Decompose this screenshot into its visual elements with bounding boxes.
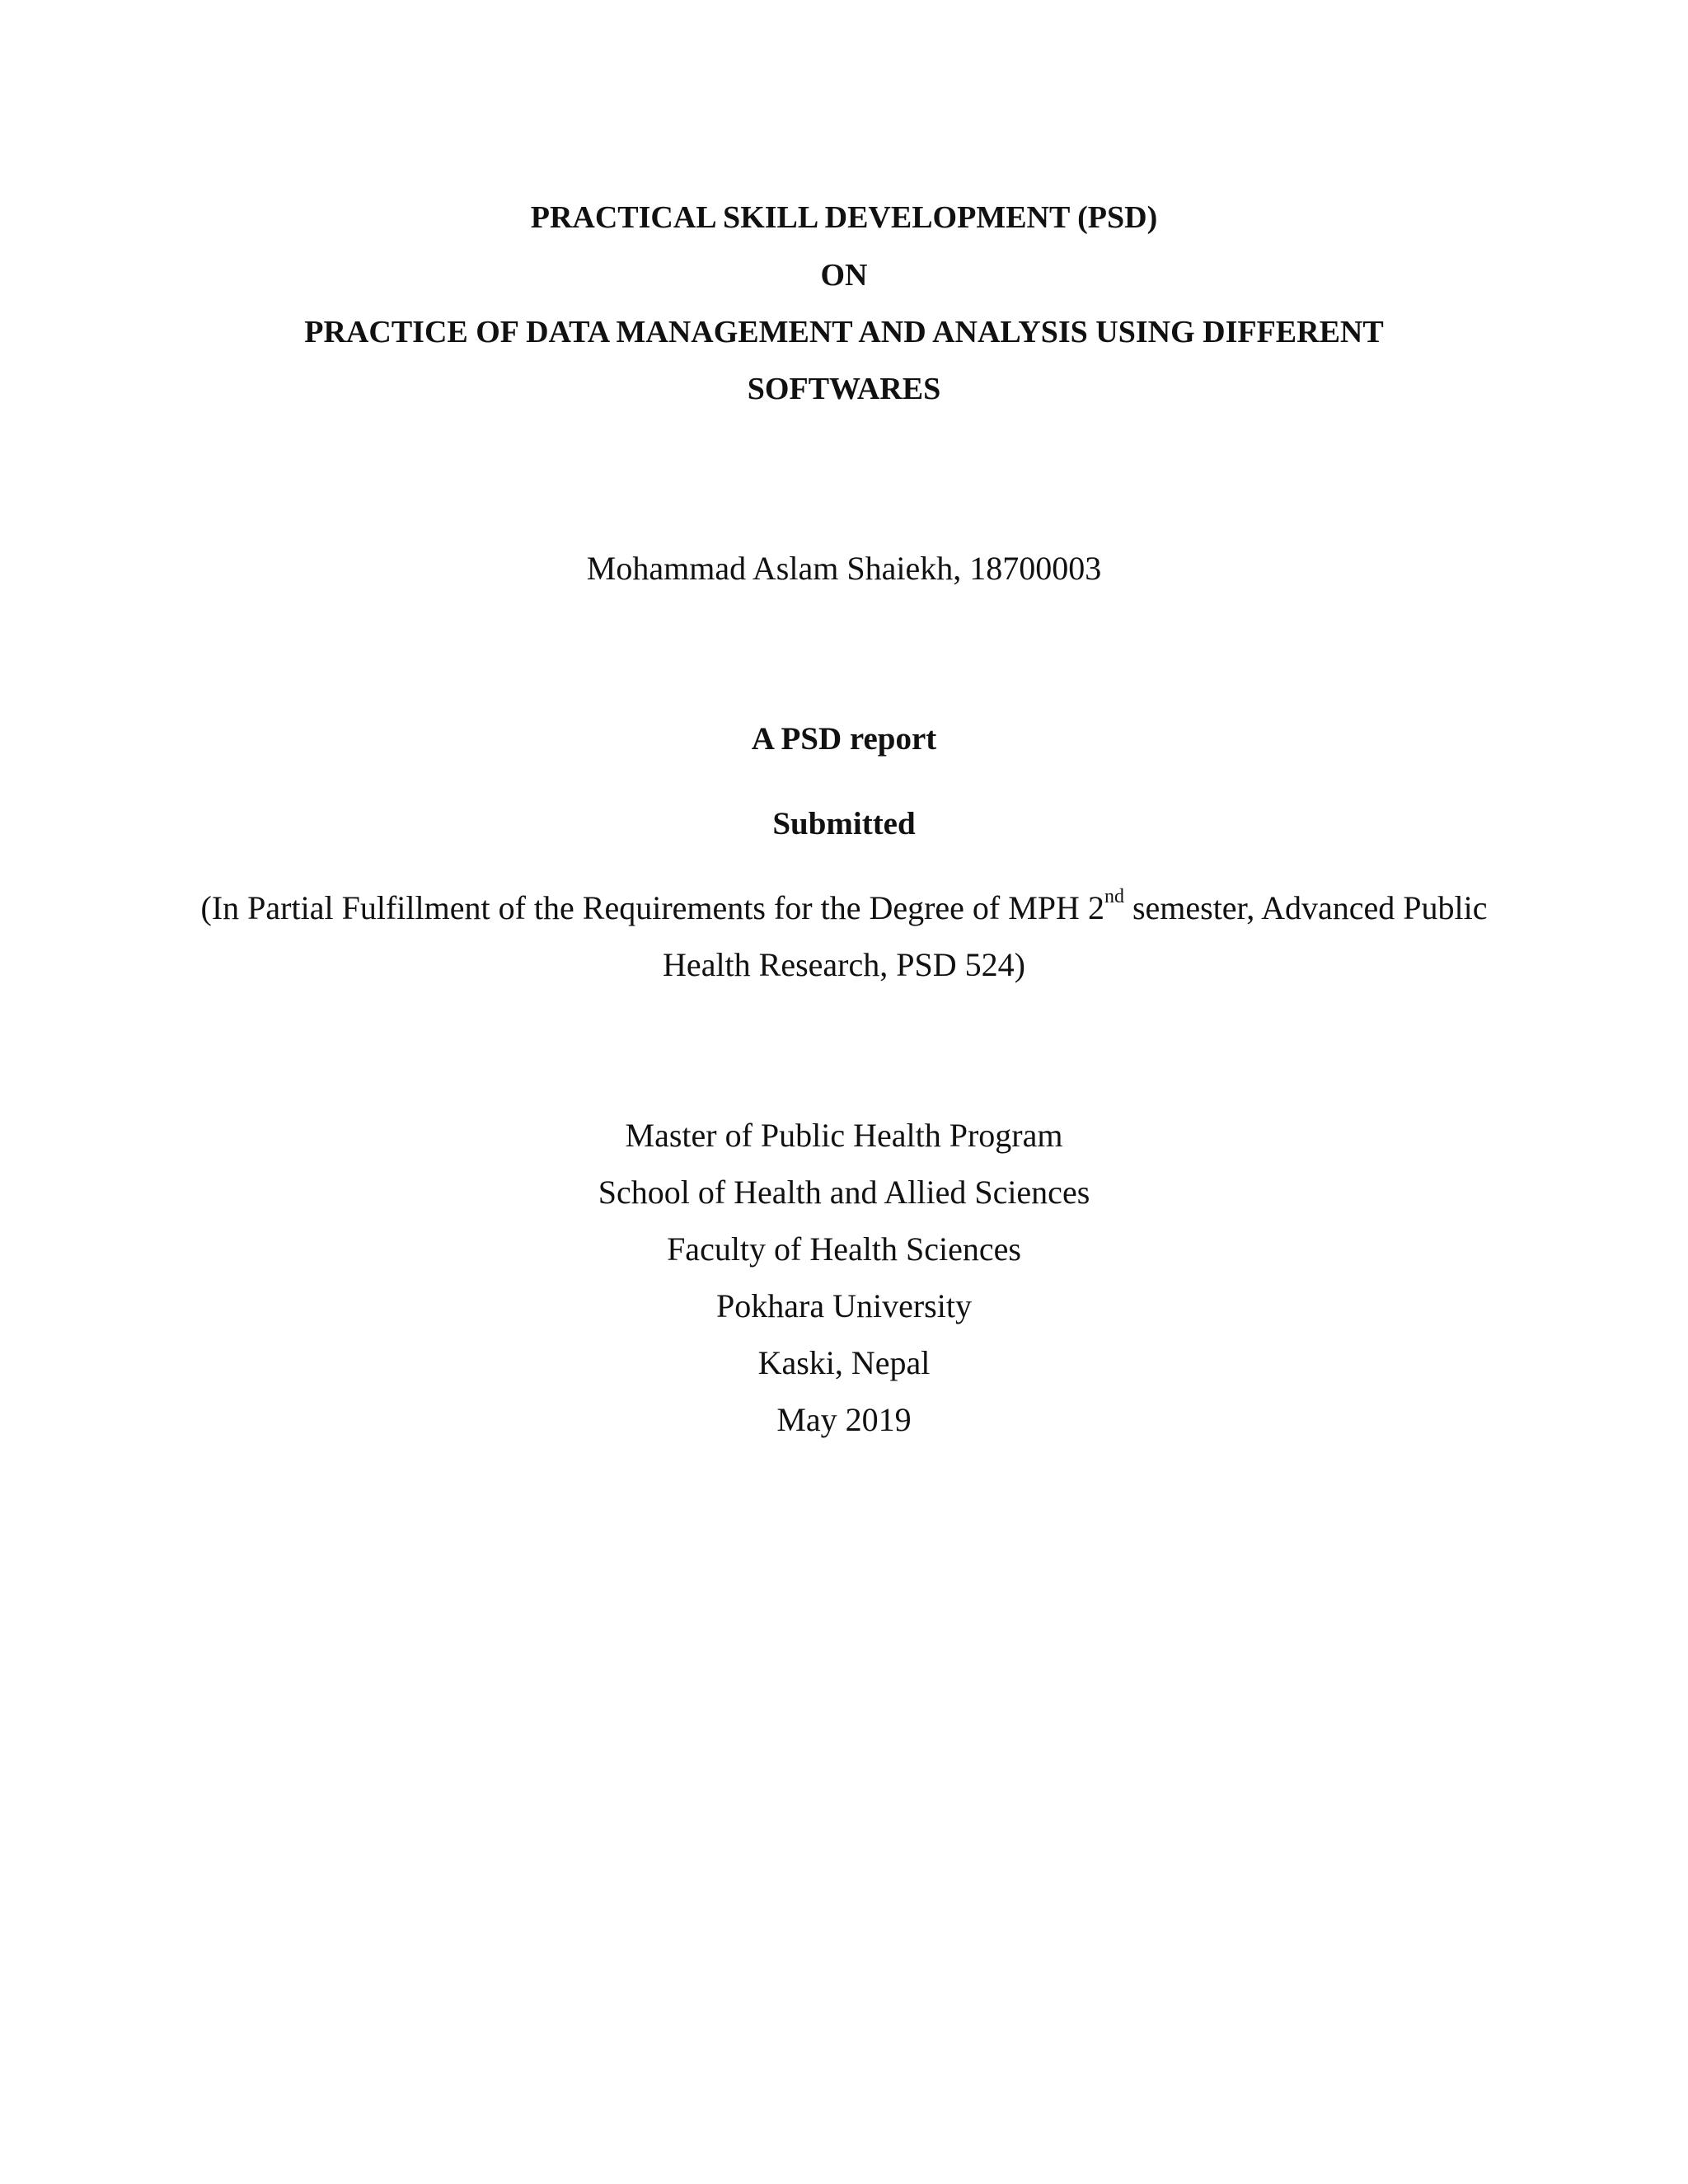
title-line-4: SOFTWARES (747, 372, 941, 406)
location-line: Kaski, Nepal (757, 1344, 931, 1381)
ordinal-suffix: nd (1104, 886, 1124, 907)
title-line-2: ON (820, 258, 868, 293)
university-line: Pokhara University (716, 1287, 972, 1324)
school-line: School of Health and Allied Sciences (598, 1174, 1090, 1211)
report-label: A PSD report (751, 721, 937, 757)
program-line: Master of Public Health Program (625, 1117, 1063, 1154)
fulfillment-text-after: semester, Advanced Public (1123, 889, 1488, 926)
title-line-3: PRACTICE OF DATA MANAGEMENT AND ANALYSIS USING DIFFERENT (304, 315, 1384, 349)
faculty-line: Faculty of Health Sciences (667, 1230, 1021, 1268)
fulfillment-line-2: Health Research, PSD 524) (663, 946, 1025, 983)
submitted-label: Submitted (772, 806, 916, 841)
title-line-1: PRACTICAL SKILL DEVELOPMENT (PSD) (530, 200, 1158, 235)
date-line: May 2019 (776, 1401, 912, 1438)
fulfillment-text-before: (In Partial Fulfillment of the Requirements for the Degree of MPH 2 (200, 889, 1104, 926)
fulfillment-line-1 (0, 886, 1688, 926)
author-line: Mohammad Aslam Shaiekh, 18700003 (586, 550, 1102, 587)
